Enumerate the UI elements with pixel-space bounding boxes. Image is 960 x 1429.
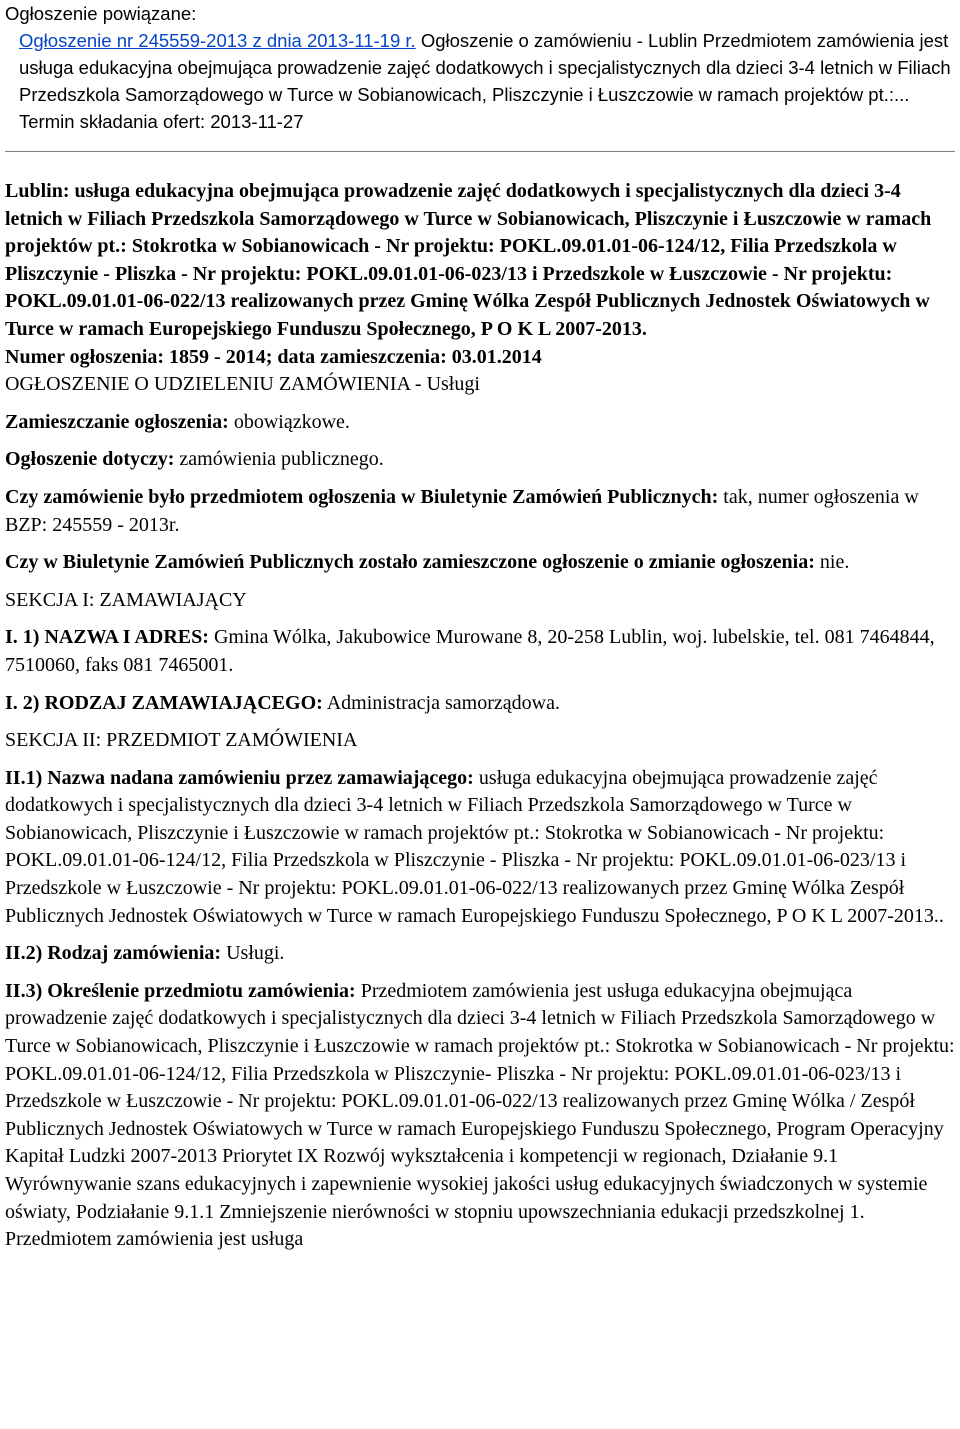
document-page [5, 0, 955, 1254]
field-order-name-value: usługa edukacyjna obejmująca prowadzenie zajęć dodatkowych i specjalistycznych dla dzieci 3-4 letnich w Filiach Przedszkola Samorządowego w Turce w Sobianowicach, Pliszczynie i Łuszczowie w ramach projektów pt.: Stokrotka w Sobianowicach - Nr projektu: POKL.09.01.01-06-124/12, Filia Przedszkola w Pliszczynie - Pliszka - Nr projektu: POKL.09.01.01-06-023/13 i Przedszkole w Łuszczowie - Nr projektu: POKL.09.01.01-06-022/13 realizowanych przez Gminę Wólka Zespół Publicznych Jednostek Oświatowych w Turce w ramach Europejskiego Funduszu Społecznego, P O K L 2007-2013.. [5, 766, 944, 927]
field-bzp-value: tak, numer ogłoszenia w BZP: 245559 - 2013r. [5, 485, 919, 536]
field-bzp-label: Czy zamówienie było przedmiotem ogłoszenia w Biuletynie Zamówień Publicznych: [5, 485, 719, 508]
field-order-name [5, 765, 955, 931]
notice-type: OGŁOSZENIE O UDZIELENIU ZAMÓWIENIA - Usługi [5, 373, 480, 396]
notice-header [5, 178, 955, 371]
field-address-label: I. 1) NAZWA I ADRES: [5, 626, 209, 649]
field-publication-label: Zamieszczanie ogłoszenia: [5, 410, 229, 433]
field-contracting-type [5, 690, 955, 718]
related-notice [5, 0, 955, 135]
field-order-subject [5, 978, 955, 1254]
field-order-subject-value: Przedmiotem zamówienia jest usługa edukacyjna obejmująca prowadzenie zajęć dodatkowych i specjalistycznych dla dzieci 3-4 letnich w Filiach Przedszkola Samorządowego w Turce w Sobianowicach, Pliszczynie i Łuszczowie w ramach projektów pt.: Stokrotka w Sobianowicach - Nr projektu: POKL.09.01.01-06-124/12, Filia Przedszkola w Pliszczynie- Pliszka - Nr projektu: POKL.09.01.01-06-023/13 i Przedszkole w Łuszczowie - Nr projektu: POKL.09.01.01-06-022/13 realizowanych przez Gminę Wólka / Zespół Publicznych Jednostek Oświatowych w Turce w ramach Europejskiego Funduszu Społecznego, Program Operacyjny Kapitał Ludzki 2007-2013 Priorytet IX Rozwój wykształcenia i kompetencji w regionach, Działanie 9.1 Wyrównywanie szans edukacyjnych i zapewnienie wysokiej jakości usług edukacyjnych świadczonych w systemie oświaty, Podziałanie 9.1.1 Zmniejszenie nierówności w stopniu upowszechniania edukacji przedszkolnej 1. Przedmiotem zamówienia jest usługa [5, 979, 955, 1251]
field-bzp [5, 484, 955, 539]
field-order-name-label: II.1) Nazwa nadana zamówieniu przez zamawiającego: [5, 766, 474, 789]
announcement-number: Numer ogłoszenia: 1859 - 2014; data zamieszczenia: 03.01.2014 [5, 345, 542, 368]
field-contracting-type-value: Administracja samorządowa. [322, 691, 560, 714]
related-notice-label: Ogłoszenie powiązane: [5, 3, 197, 24]
field-change-value: nie. [814, 551, 850, 574]
field-order-kind [5, 940, 955, 968]
related-notice-body [5, 27, 955, 108]
field-address [5, 624, 955, 679]
section-2-title: SEKCJA II: PRZEDMIOT ZAMÓWIENIA [5, 729, 358, 752]
related-notice-link[interactable]: Ogłoszenie nr 245559-2013 z dnia 2013-11-19 r. [19, 30, 416, 51]
field-publication-value: obowiązkowe. [228, 410, 350, 433]
notice-title: Lublin: usługa edukacyjna obejmująca prowadzenie zajęć dodatkowych i specjalistycznych dla dzieci 3-4 letnich w Filiach Przedszkola Samorządowego w Turce w Sobianowicach, Pliszczynie i Łuszczowie w ramach projektów pt.: Stokrotka w Sobianowicach - Nr projektu: POKL.09.01.01-06-124/12, Filia Przedszkola w Pliszczynie - Pliszka - Nr projektu: POKL.09.01.01-06-023/13 i Przedszkole w Łuszczowie - Nr projektu: POKL.09.01.01-06-022/13 realizowanych przez Gminę Wólka Zespół Publicznych Jednostek Oświatowych w Turce w ramach Europejskiego Funduszu Społecznego, P O K L 2007-2013. [5, 180, 932, 340]
section-1-title: SEKCJA I: ZAMAWIAJĄCY [5, 588, 247, 611]
field-publication [5, 409, 955, 437]
related-notice-deadline: Termin składania ofert: 2013-11-27 [19, 111, 304, 132]
field-concerns [5, 446, 955, 474]
field-order-kind-value: Usługi. [221, 942, 285, 965]
field-concerns-label: Ogłoszenie dotyczy: [5, 448, 175, 471]
field-address-value: Gmina Wólka, Jakubowice Murowane 8, 20-258 Lublin, woj. lubelskie, tel. 081 7464844, 7510060, faks 081 7465001. [5, 626, 935, 676]
field-contracting-type-label: I. 2) RODZAJ ZAMAWIAJĄCEGO: [5, 691, 323, 714]
notice-document [5, 178, 955, 1254]
field-change-label: Czy w Biuletynie Zamówień Publicznych zostało zamieszczone ogłoszenie o zmianie ogłoszenia: [5, 551, 815, 574]
field-order-subject-label: II.3) Określenie przedmiotu zamówienia: [5, 979, 356, 1002]
field-change [5, 549, 955, 577]
related-notice-summary: Ogłoszenie o zamówieniu - Lublin Przedmiotem zamówienia jest usługa edukacyjna obejmująca prowadzenie zajęć dodatkowych i specjalistycznych dla dzieci 3-4 letnich w Filiach Przedszkola Samorządowego w Turce w Sobianowicach, Pliszczynie i Łuszczowie w ramach projektów pt.:... [19, 30, 951, 105]
field-concerns-value: zamówienia publicznego. [174, 448, 384, 471]
field-order-kind-label: II.2) Rodzaj zamówienia: [5, 942, 222, 965]
section-divider [5, 151, 955, 152]
